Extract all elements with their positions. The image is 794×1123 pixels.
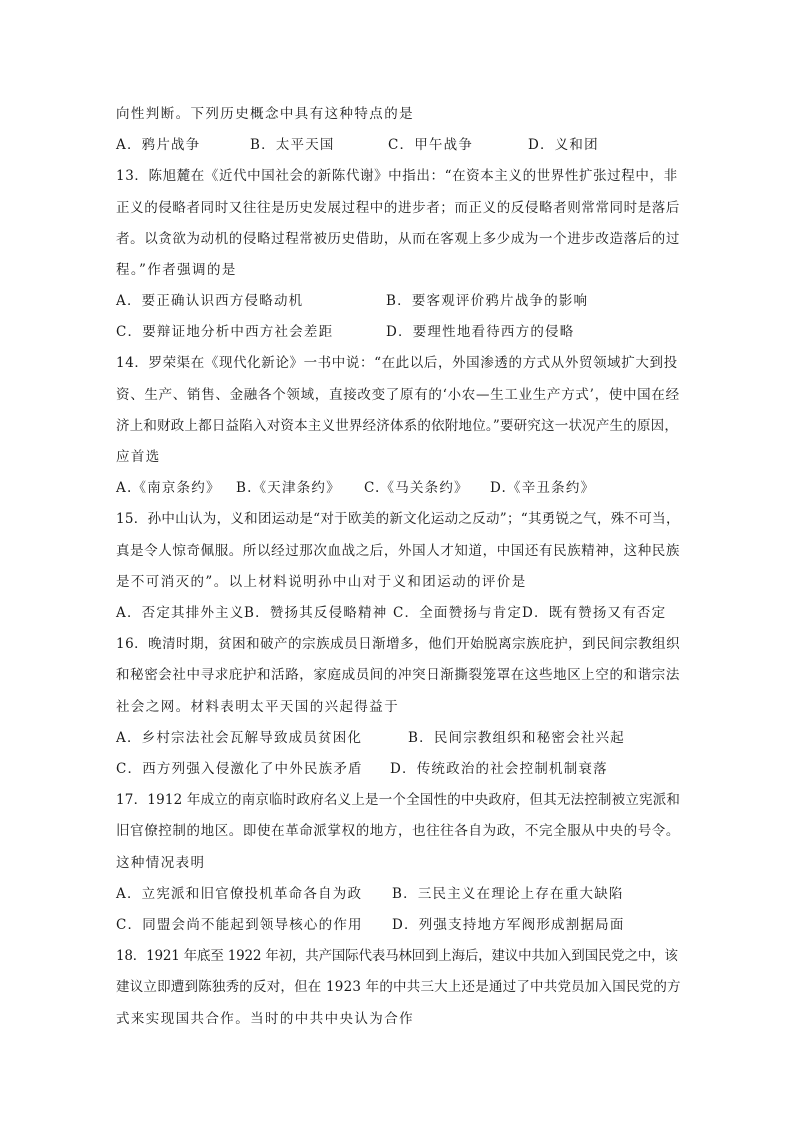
q15-option-c: C．全面赞扬与肯定 <box>393 605 523 621</box>
q17-option-a: A．立宪派和旧官僚投机革命各自为政 <box>116 886 363 902</box>
q14-option-a: A.《南京条约》 <box>116 480 221 496</box>
q12-option-b: B．太平天国 <box>250 137 335 153</box>
q15-line-1: 15．孙中山认为，义和团运动是“对于欧美的新文化运动之反动”；“其勇锐之气，殊不可当， <box>116 511 680 527</box>
q12-option-a: A．鸦片战争 <box>116 137 201 153</box>
q12-stem-tail: 向性判断。下列历史概念中具有这种特点的是 <box>116 106 414 122</box>
q15-line-2: 真是令人惊奇佩服。所以经过那次血战之后，外国人才知道，中国还有民族精神，这种民族 <box>116 543 680 559</box>
q17-option-d: D．列强支持地方军阀形成割据局面 <box>392 917 625 933</box>
q13-line-1: 13．陈旭麓在《近代中国社会的新陈代谢》中指出：“在资本主义的世界性扩张过程中，非 <box>116 168 678 184</box>
q14-option-d: D.《辛丑条约》 <box>490 480 596 496</box>
q13-option-c: C．要辩证地分析中西方社会差距 <box>116 324 334 340</box>
q12-option-c: C．甲午战争 <box>388 137 474 153</box>
q13-line-3: 者。以贪欲为动机的侵略过程常被历史借助，从而在客观上多少成为一个进步改造落后的过 <box>116 231 680 247</box>
q18-line-3: 式来实现国共合作。当时的中共中央认为合作 <box>116 1011 414 1027</box>
q16-option-c: C．西方列强入侵激化了中外民族矛盾 <box>116 761 363 777</box>
q13-line-4: 程。”作者强调的是 <box>116 262 237 278</box>
q13-option-b: B．要客观评价鸦片战争的影响 <box>386 293 589 309</box>
q15-option-b: B．赞扬其反侵略精神 <box>244 605 388 621</box>
q13-option-d: D．要理性地看待西方的侵略 <box>386 324 575 340</box>
q15-option-d: D．既有赞扬又有否定 <box>522 605 667 621</box>
q15-option-a: A．否定其排外主义 <box>116 605 245 621</box>
q16-option-a: A．乡村宗法社会瓦解导致成员贫困化 <box>116 730 363 746</box>
q14-line-2: 资、生产、销售、金融各个领域，直接改变了原有的‘小农—生工业生产方式’，使中国在经 <box>116 387 680 403</box>
q15-line-3: 是不可消灭的”。以上材料说明孙中山对于义和团运动的评价是 <box>116 574 527 590</box>
q16-line-3: 社会之网。材料表明太平天国的兴起得益于 <box>116 699 400 715</box>
q13-line-2: 正义的侵略者同时又往往是历史发展过程中的进步者；而正义的反侵略者则常常同时是落后 <box>116 200 680 216</box>
q14-line-4: 应首选 <box>116 449 161 465</box>
q14-line-1: 14．罗荣渠在《现代化新论》一书中说：“在此以后，外国渗透的方式从外贸领域扩大到投 <box>116 355 678 371</box>
q17-option-b: B．三民主义在理论上存在重大缺陷 <box>392 886 624 902</box>
q13-option-a: A．要正确认识西方侵略动机 <box>116 293 304 309</box>
q17-line-2: 旧官僚控制的地区。即使在革命派掌权的地方，也往往各自为政，不完全服从中央的号令。 <box>116 823 680 839</box>
q14-option-b: B.《天津条约》 <box>236 480 341 496</box>
q14-line-3: 济上和财政上都日益陷入对资本主义世界经济体系的依附地位。”要研究这一状况产生的原因， <box>116 418 679 434</box>
q17-line-1: 17．1912 年成立的南京临时政府名义上是一个全国性的中央政府，但其无法控制被立宪派和 <box>116 792 681 808</box>
q14-option-c: C.《马关条约》 <box>364 480 469 496</box>
q16-option-b: B．民间宗教组织和秘密会社兴起 <box>408 730 625 746</box>
q16-line-2: 和秘密会社中寻求庇护和活路，家庭成员间的冲突日渐撕裂笼罩在这些地区上空的和谐宗法 <box>116 667 680 683</box>
q16-line-1: 16．晚清时期，贫困和破产的宗族成员日渐增多，他们开始脱离宗族庇护，到民间宗教组织 <box>116 636 681 652</box>
q17-line-3: 这种情况表明 <box>116 855 206 871</box>
q18-line-2: 建议立即遭到陈独秀的反对，但在 1923 年的中共三大上还是通过了中共党员加入国民党的方 <box>116 979 681 995</box>
q16-option-d: D．传统政治的社会控制机制衰落 <box>390 761 608 777</box>
q12-option-d: D．义和团 <box>528 137 599 153</box>
q18-line-1: 18．1921 年底至 1922 年初，共产国际代表马林回到上海后，建议中共加入到国民党之中，该 <box>116 948 678 964</box>
q17-option-c: C．同盟会尚不能起到领导核心的作用 <box>116 917 363 933</box>
